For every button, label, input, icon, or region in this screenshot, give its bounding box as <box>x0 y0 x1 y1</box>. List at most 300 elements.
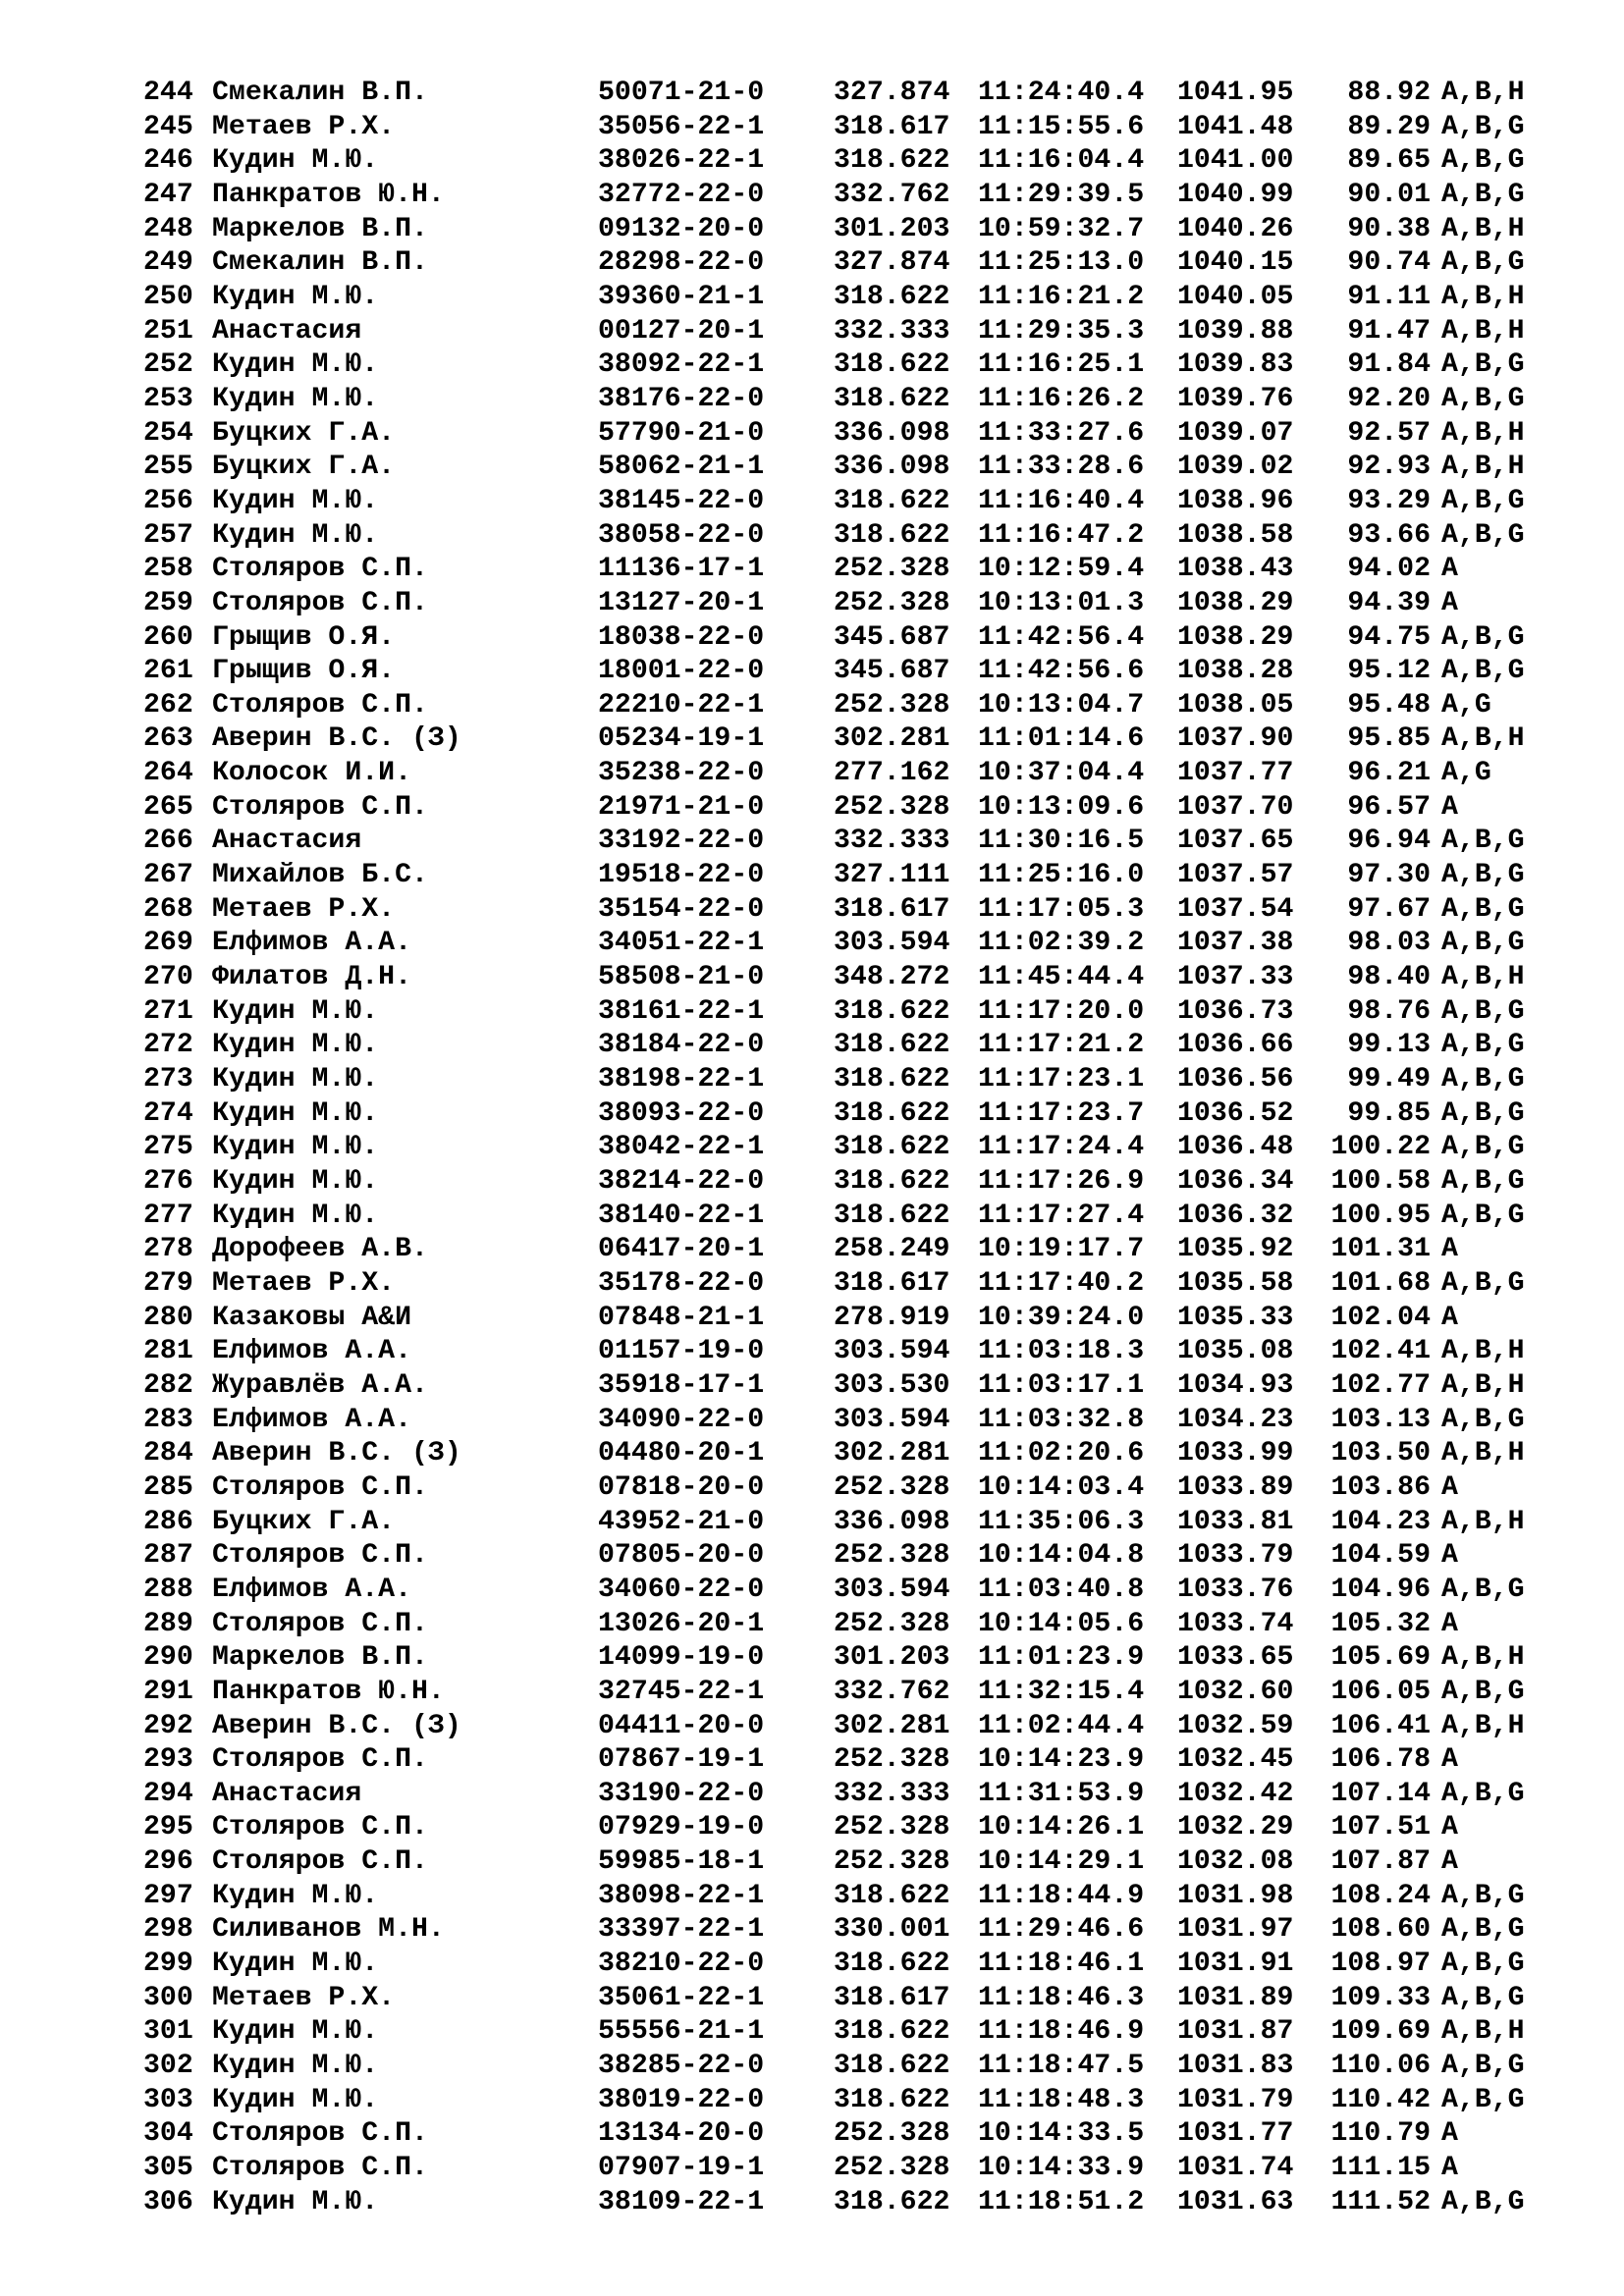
ring-number-cell: 07929-19-0 <box>598 1812 765 1843</box>
arrival-time-cell: 11:18:46.1 <box>978 1949 1145 1980</box>
distance-cell: 332.762 <box>834 1676 950 1707</box>
class-cell: A <box>1441 791 1458 823</box>
class-cell: A,B,G <box>1441 1097 1525 1129</box>
fancier-name-cell: Михайлов Б.С. <box>212 860 428 891</box>
arrival-time-cell: 11:35:06.3 <box>978 1506 1145 1537</box>
ring-number-cell: 59985-18-1 <box>598 1846 765 1878</box>
table-row <box>143 77 1530 111</box>
fancier-name-cell: Анастасия <box>212 1778 362 1809</box>
class-cell: A <box>1441 1812 1458 1843</box>
ring-number-cell: 38019-22-0 <box>598 2084 765 2115</box>
ring-number-cell: 13127-20-1 <box>598 587 765 618</box>
fancier-name-cell: Метаев Р.Х. <box>212 893 396 925</box>
ring-number-cell: 38026-22-1 <box>598 145 765 177</box>
ring-number-cell: 32745-22-1 <box>598 1676 765 1707</box>
fancier-name-cell: Силиванов М.Н. <box>212 1914 445 1946</box>
fancier-name-cell: Столяров С.П. <box>212 1812 428 1843</box>
table-row <box>143 1676 1530 1710</box>
coefficient-cell: 111.52 <box>1330 2186 1431 2217</box>
ring-number-cell: 39360-21-1 <box>598 281 765 312</box>
speed-cell: 1035.08 <box>1177 1336 1294 1367</box>
coefficient-cell: 94.39 <box>1347 587 1431 618</box>
ring-number-cell: 38098-22-1 <box>598 1880 765 1911</box>
speed-cell: 1035.33 <box>1177 1302 1294 1333</box>
arrival-time-cell: 10:14:03.4 <box>978 1471 1145 1503</box>
speed-cell: 1031.87 <box>1177 2016 1294 2048</box>
arrival-time-cell: 11:17:23.1 <box>978 1064 1145 1095</box>
class-cell: A,B,G <box>1441 860 1525 891</box>
fancier-name-cell: Кудин М.Ю. <box>212 2051 379 2082</box>
class-cell: A,B,G <box>1441 383 1525 414</box>
position-cell: 285 <box>143 1471 193 1503</box>
fancier-name-cell: Кудин М.Ю. <box>212 485 379 516</box>
coefficient-cell: 90.01 <box>1347 179 1431 210</box>
table-row <box>143 2186 1530 2220</box>
coefficient-cell: 94.75 <box>1347 621 1431 653</box>
table-row <box>143 1131 1530 1165</box>
ring-number-cell: 38140-22-1 <box>598 1200 765 1231</box>
speed-cell: 1031.79 <box>1177 2084 1294 2115</box>
speed-cell: 1040.26 <box>1177 213 1294 244</box>
table-row <box>143 2117 1530 2152</box>
coefficient-cell: 97.30 <box>1347 860 1431 891</box>
fancier-name-cell: Колосок И.И. <box>212 758 411 789</box>
arrival-time-cell: 11:24:40.4 <box>978 78 1145 108</box>
arrival-time-cell: 11:29:46.6 <box>978 1914 1145 1946</box>
coefficient-cell: 89.29 <box>1347 111 1431 142</box>
distance-cell: 303.594 <box>834 928 950 959</box>
table-row <box>143 1437 1530 1471</box>
coefficient-cell: 95.12 <box>1347 656 1431 687</box>
distance-cell: 277.162 <box>834 758 950 789</box>
coefficient-cell: 97.67 <box>1347 893 1431 925</box>
speed-cell: 1035.92 <box>1177 1234 1294 1265</box>
arrival-time-cell: 10:14:05.6 <box>978 1608 1145 1639</box>
arrival-time-cell: 11:03:32.8 <box>978 1404 1145 1435</box>
arrival-time-cell: 11:32:15.4 <box>978 1676 1145 1707</box>
speed-cell: 1041.00 <box>1177 145 1294 177</box>
table-row <box>143 1369 1530 1404</box>
distance-cell: 318.622 <box>834 1030 950 1061</box>
speed-cell: 1031.89 <box>1177 1982 1294 2013</box>
speed-cell: 1041.48 <box>1177 111 1294 142</box>
table-row <box>143 179 1530 213</box>
ring-number-cell: 18001-22-0 <box>598 656 765 687</box>
distance-cell: 252.328 <box>834 2153 950 2184</box>
class-cell: A <box>1441 1608 1458 1639</box>
fancier-name-cell: Кудин М.Ю. <box>212 995 379 1027</box>
class-cell: A,B,H <box>1441 962 1525 993</box>
class-cell: A,B,H <box>1441 315 1525 347</box>
distance-cell: 332.333 <box>834 315 950 347</box>
class-cell: A,B,H <box>1441 2016 1525 2048</box>
fancier-name-cell: Кудин М.Ю. <box>212 1030 379 1061</box>
position-cell: 261 <box>143 656 193 687</box>
fancier-name-cell: Маркелов В.П. <box>212 1642 428 1674</box>
fancier-name-cell: Панкратов Ю.Н. <box>212 179 445 210</box>
speed-cell: 1037.33 <box>1177 962 1294 993</box>
position-cell: 258 <box>143 554 193 585</box>
speed-cell: 1038.05 <box>1177 689 1294 721</box>
speed-cell: 1036.52 <box>1177 1097 1294 1129</box>
position-cell: 298 <box>143 1914 193 1946</box>
position-cell: 289 <box>143 1608 193 1639</box>
distance-cell: 318.622 <box>834 1132 950 1163</box>
speed-cell: 1036.32 <box>1177 1200 1294 1231</box>
table-row <box>143 1267 1530 1302</box>
speed-cell: 1038.29 <box>1177 587 1294 618</box>
distance-cell: 345.687 <box>834 656 950 687</box>
table-row <box>143 1608 1530 1642</box>
speed-cell: 1038.96 <box>1177 485 1294 516</box>
fancier-name-cell: Столяров С.П. <box>212 1471 428 1503</box>
coefficient-cell: 102.41 <box>1330 1336 1431 1367</box>
distance-cell: 318.617 <box>834 1982 950 2013</box>
arrival-time-cell: 11:15:55.6 <box>978 111 1145 142</box>
class-cell: A,B,G <box>1441 145 1525 177</box>
distance-cell: 336.098 <box>834 417 950 449</box>
speed-cell: 1037.90 <box>1177 723 1294 755</box>
table-row <box>143 2050 1530 2084</box>
fancier-name-cell: Столяров С.П. <box>212 1540 428 1572</box>
coefficient-cell: 99.13 <box>1347 1030 1431 1061</box>
coefficient-cell: 90.38 <box>1347 213 1431 244</box>
position-cell: 247 <box>143 179 193 210</box>
speed-cell: 1033.74 <box>1177 1608 1294 1639</box>
coefficient-cell: 108.97 <box>1330 1949 1431 1980</box>
table-row <box>143 1471 1530 1506</box>
position-cell: 246 <box>143 145 193 177</box>
fancier-name-cell: Кудин М.Ю. <box>212 1949 379 1980</box>
coefficient-cell: 98.76 <box>1347 995 1431 1027</box>
arrival-time-cell: 10:14:26.1 <box>978 1812 1145 1843</box>
fancier-name-cell: Кудин М.Ю. <box>212 1064 379 1095</box>
table-row <box>143 1506 1530 1540</box>
coefficient-cell: 95.48 <box>1347 689 1431 721</box>
arrival-time-cell: 11:42:56.6 <box>978 656 1145 687</box>
coefficient-cell: 110.06 <box>1330 2051 1431 2082</box>
coefficient-cell: 94.02 <box>1347 554 1431 585</box>
coefficient-cell: 91.47 <box>1347 315 1431 347</box>
ring-number-cell: 38210-22-0 <box>598 1949 765 1980</box>
position-cell: 294 <box>143 1778 193 1809</box>
ring-number-cell: 04411-20-0 <box>598 1710 765 1741</box>
coefficient-cell: 107.14 <box>1330 1778 1431 1809</box>
speed-cell: 1031.91 <box>1177 1949 1294 1980</box>
class-cell: A,B,G <box>1441 179 1525 210</box>
fancier-name-cell: Елфимов А.А. <box>212 1574 411 1605</box>
position-cell: 275 <box>143 1132 193 1163</box>
distance-cell: 348.272 <box>834 962 950 993</box>
arrival-time-cell: 11:17:27.4 <box>978 1200 1145 1231</box>
fancier-name-cell: Буцких Г.А. <box>212 417 396 449</box>
class-cell: A,B,G <box>1441 1982 1525 2013</box>
class-cell: A,B,G <box>1441 1676 1525 1707</box>
speed-cell: 1036.66 <box>1177 1030 1294 1061</box>
position-cell: 304 <box>143 2118 193 2150</box>
ring-number-cell: 33397-22-1 <box>598 1914 765 1946</box>
distance-cell: 302.281 <box>834 1710 950 1741</box>
class-cell: A,B,G <box>1441 995 1525 1027</box>
coefficient-cell: 100.22 <box>1330 1132 1431 1163</box>
arrival-time-cell: 10:13:04.7 <box>978 689 1145 721</box>
coefficient-cell: 110.42 <box>1330 2084 1431 2115</box>
ring-number-cell: 50071-21-0 <box>598 78 765 108</box>
table-row <box>143 961 1530 995</box>
class-cell: A <box>1441 2118 1458 2150</box>
position-cell: 249 <box>143 247 193 279</box>
position-cell: 291 <box>143 1676 193 1707</box>
ring-number-cell: 38184-22-0 <box>598 1030 765 1061</box>
arrival-time-cell: 10:39:24.0 <box>978 1302 1145 1333</box>
distance-cell: 327.874 <box>834 247 950 279</box>
coefficient-cell: 107.51 <box>1330 1812 1431 1843</box>
position-cell: 269 <box>143 928 193 959</box>
class-cell: A,B,G <box>1441 621 1525 653</box>
class-cell: A,B,H <box>1441 1642 1525 1674</box>
table-row <box>143 1302 1530 1336</box>
arrival-time-cell: 11:18:46.9 <box>978 2016 1145 2048</box>
ring-number-cell: 18038-22-0 <box>598 621 765 653</box>
speed-cell: 1040.05 <box>1177 281 1294 312</box>
position-cell: 259 <box>143 587 193 618</box>
distance-cell: 318.622 <box>834 1064 950 1095</box>
ring-number-cell: 35154-22-0 <box>598 893 765 925</box>
arrival-time-cell: 11:33:28.6 <box>978 452 1145 483</box>
position-cell: 270 <box>143 962 193 993</box>
distance-cell: 318.622 <box>834 2186 950 2217</box>
class-cell: A,G <box>1441 758 1491 789</box>
table-row <box>143 2152 1530 2186</box>
class-cell: A,B,G <box>1441 519 1525 551</box>
distance-cell: 318.622 <box>834 2084 950 2115</box>
distance-cell: 252.328 <box>834 2118 950 2150</box>
speed-cell: 1037.70 <box>1177 791 1294 823</box>
coefficient-cell: 101.68 <box>1330 1267 1431 1299</box>
distance-cell: 318.617 <box>834 893 950 925</box>
position-cell: 248 <box>143 213 193 244</box>
table-row <box>143 1880 1530 1914</box>
fancier-name-cell: Аверин В.С. (З) <box>212 1710 461 1741</box>
ring-number-cell: 22210-22-1 <box>598 689 765 721</box>
class-cell: A,B,G <box>1441 247 1525 279</box>
ring-number-cell: 38176-22-0 <box>598 383 765 414</box>
speed-cell: 1038.29 <box>1177 621 1294 653</box>
distance-cell: 258.249 <box>834 1234 950 1265</box>
ring-number-cell: 38198-22-1 <box>598 1064 765 1095</box>
distance-cell: 318.617 <box>834 1267 950 1299</box>
fancier-name-cell: Кудин М.Ю. <box>212 281 379 312</box>
speed-cell: 1037.65 <box>1177 826 1294 857</box>
distance-cell: 318.622 <box>834 995 950 1027</box>
class-cell: A,B,H <box>1441 78 1525 108</box>
arrival-time-cell: 10:37:04.4 <box>978 758 1145 789</box>
ring-number-cell: 13134-20-0 <box>598 2118 765 2150</box>
arrival-time-cell: 11:31:53.9 <box>978 1778 1145 1809</box>
fancier-name-cell: Елфимов А.А. <box>212 928 411 959</box>
ring-number-cell: 11136-17-1 <box>598 554 765 585</box>
position-cell: 301 <box>143 2016 193 2048</box>
position-cell: 266 <box>143 826 193 857</box>
fancier-name-cell: Столяров С.П. <box>212 1608 428 1639</box>
table-row <box>143 587 1530 621</box>
table-row <box>143 1641 1530 1676</box>
speed-cell: 1038.43 <box>1177 554 1294 585</box>
coefficient-cell: 109.69 <box>1330 2016 1431 2048</box>
ring-number-cell: 28298-22-0 <box>598 247 765 279</box>
class-cell: A <box>1441 1471 1458 1503</box>
coefficient-cell: 104.96 <box>1330 1574 1431 1605</box>
arrival-time-cell: 10:13:01.3 <box>978 587 1145 618</box>
coefficient-cell: 107.87 <box>1330 1846 1431 1878</box>
ring-number-cell: 04480-20-1 <box>598 1438 765 1469</box>
fancier-name-cell: Столяров С.П. <box>212 689 428 721</box>
coefficient-cell: 91.84 <box>1347 349 1431 381</box>
position-cell: 305 <box>143 2153 193 2184</box>
class-cell: A,B,G <box>1441 1064 1525 1095</box>
arrival-time-cell: 11:29:35.3 <box>978 315 1145 347</box>
position-cell: 255 <box>143 452 193 483</box>
distance-cell: 318.622 <box>834 1949 950 1980</box>
table-row <box>143 144 1530 179</box>
class-cell: A,B,G <box>1441 485 1525 516</box>
position-cell: 276 <box>143 1166 193 1197</box>
speed-cell: 1033.99 <box>1177 1438 1294 1469</box>
class-cell: A,B,H <box>1441 213 1525 244</box>
distance-cell: 318.622 <box>834 349 950 381</box>
ring-number-cell: 38093-22-0 <box>598 1097 765 1129</box>
class-cell: A,B,H <box>1441 1336 1525 1367</box>
class-cell: A,B,G <box>1441 1914 1525 1946</box>
fancier-name-cell: Анастасия <box>212 315 362 347</box>
ring-number-cell: 14099-19-0 <box>598 1642 765 1674</box>
table-row <box>143 348 1530 383</box>
fancier-name-cell: Столяров С.П. <box>212 587 428 618</box>
arrival-time-cell: 10:13:09.6 <box>978 791 1145 823</box>
distance-cell: 318.622 <box>834 2051 950 2082</box>
table-row <box>143 1097 1530 1132</box>
distance-cell: 252.328 <box>834 689 950 721</box>
speed-cell: 1036.48 <box>1177 1132 1294 1163</box>
speed-cell: 1040.15 <box>1177 247 1294 279</box>
class-cell: A,B,G <box>1441 928 1525 959</box>
coefficient-cell: 111.15 <box>1330 2153 1431 2184</box>
class-cell: A <box>1441 1744 1458 1776</box>
fancier-name-cell: Столяров С.П. <box>212 554 428 585</box>
speed-cell: 1039.88 <box>1177 315 1294 347</box>
speed-cell: 1037.77 <box>1177 758 1294 789</box>
coefficient-cell: 99.49 <box>1347 1064 1431 1095</box>
table-row <box>143 485 1530 519</box>
arrival-time-cell: 11:18:47.5 <box>978 2051 1145 2082</box>
ring-number-cell: 13026-20-1 <box>598 1608 765 1639</box>
ring-number-cell: 38214-22-0 <box>598 1166 765 1197</box>
ring-number-cell: 34051-22-1 <box>598 928 765 959</box>
ring-number-cell: 38145-22-0 <box>598 485 765 516</box>
arrival-time-cell: 10:14:04.8 <box>978 1540 1145 1572</box>
ring-number-cell: 01157-19-0 <box>598 1336 765 1367</box>
coefficient-cell: 90.74 <box>1347 247 1431 279</box>
fancier-name-cell: Кудин М.Ю. <box>212 349 379 381</box>
arrival-time-cell: 11:45:44.4 <box>978 962 1145 993</box>
ring-number-cell: 38109-22-1 <box>598 2186 765 2217</box>
fancier-name-cell: Кудин М.Ю. <box>212 383 379 414</box>
results-table <box>143 77 1530 2219</box>
ring-number-cell: 38092-22-1 <box>598 349 765 381</box>
fancier-name-cell: Кудин М.Ю. <box>212 2084 379 2115</box>
table-row <box>143 1710 1530 1744</box>
distance-cell: 252.328 <box>834 1471 950 1503</box>
coefficient-cell: 109.33 <box>1330 1982 1431 2013</box>
distance-cell: 252.328 <box>834 1608 950 1639</box>
distance-cell: 318.622 <box>834 2016 950 2048</box>
arrival-time-cell: 11:18:51.2 <box>978 2186 1145 2217</box>
position-cell: 274 <box>143 1097 193 1129</box>
class-cell: A,B,G <box>1441 349 1525 381</box>
position-cell: 290 <box>143 1642 193 1674</box>
class-cell: A <box>1441 1846 1458 1878</box>
distance-cell: 318.622 <box>834 1200 950 1231</box>
arrival-time-cell: 11:18:44.9 <box>978 1880 1145 1911</box>
ring-number-cell: 35061-22-1 <box>598 1982 765 2013</box>
position-cell: 302 <box>143 2051 193 2082</box>
ring-number-cell: 35178-22-0 <box>598 1267 765 1299</box>
position-cell: 295 <box>143 1812 193 1843</box>
position-cell: 303 <box>143 2084 193 2115</box>
position-cell: 272 <box>143 1030 193 1061</box>
arrival-time-cell: 10:14:33.9 <box>978 2153 1145 2184</box>
arrival-time-cell: 11:17:20.0 <box>978 995 1145 1027</box>
results-table-body <box>143 77 1530 2219</box>
fancier-name-cell: Столяров С.П. <box>212 1846 428 1878</box>
arrival-time-cell: 11:16:21.2 <box>978 281 1145 312</box>
distance-cell: 303.594 <box>834 1574 950 1605</box>
class-cell: A,B,H <box>1441 723 1525 755</box>
fancier-name-cell: Журавлёв А.А. <box>212 1369 428 1401</box>
fancier-name-cell: Дорофеев А.В. <box>212 1234 428 1265</box>
class-cell: A,B,G <box>1441 1880 1525 1911</box>
fancier-name-cell: Елфимов А.А. <box>212 1336 411 1367</box>
table-row <box>143 1982 1530 2016</box>
arrival-time-cell: 11:03:17.1 <box>978 1369 1145 1401</box>
coefficient-cell: 96.94 <box>1347 826 1431 857</box>
class-cell: A,B,H <box>1441 281 1525 312</box>
distance-cell: 303.594 <box>834 1336 950 1367</box>
ring-number-cell: 00127-20-1 <box>598 315 765 347</box>
class-cell: A,B,H <box>1441 452 1525 483</box>
arrival-time-cell: 11:33:27.6 <box>978 417 1145 449</box>
coefficient-cell: 110.79 <box>1330 2118 1431 2150</box>
arrival-time-cell: 10:19:17.7 <box>978 1234 1145 1265</box>
speed-cell: 1032.29 <box>1177 1812 1294 1843</box>
distance-cell: 327.111 <box>834 860 950 891</box>
distance-cell: 318.622 <box>834 383 950 414</box>
coefficient-cell: 95.85 <box>1347 723 1431 755</box>
arrival-time-cell: 11:18:48.3 <box>978 2084 1145 2115</box>
coefficient-cell: 100.95 <box>1330 1200 1431 1231</box>
distance-cell: 332.762 <box>834 179 950 210</box>
table-row <box>143 1811 1530 1845</box>
arrival-time-cell: 10:12:59.4 <box>978 554 1145 585</box>
coefficient-cell: 108.60 <box>1330 1914 1431 1946</box>
speed-cell: 1038.58 <box>1177 519 1294 551</box>
speed-cell: 1031.74 <box>1177 2153 1294 2184</box>
fancier-name-cell: Аверин В.С. (З) <box>212 723 461 755</box>
class-cell: A,B,H <box>1441 1710 1525 1741</box>
class-cell: A <box>1441 1540 1458 1572</box>
speed-cell: 1037.38 <box>1177 928 1294 959</box>
position-cell: 253 <box>143 383 193 414</box>
